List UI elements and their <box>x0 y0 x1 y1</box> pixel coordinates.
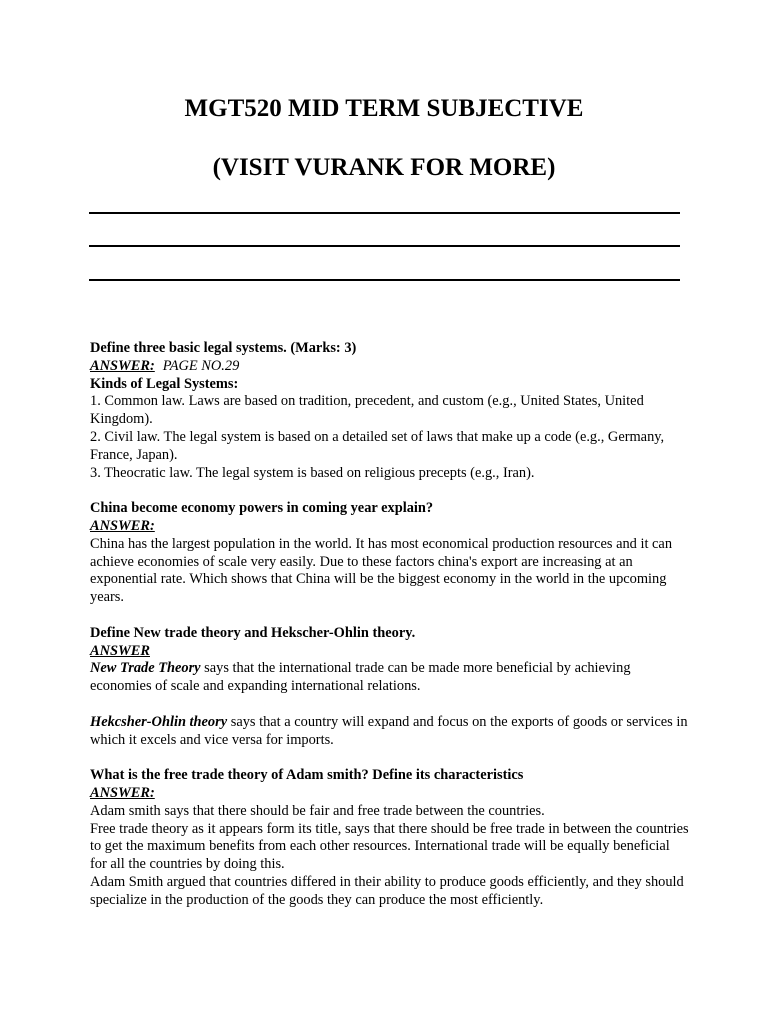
spacer <box>90 749 690 767</box>
page-reference: PAGE NO.29 <box>162 357 240 374</box>
question-text: What is the free trade theory of Adam smith? Define its characteristics <box>90 767 524 784</box>
answer-label: ANSWER: <box>90 517 155 534</box>
answer-paragraph <box>90 714 690 750</box>
term-new-trade-theory: New Trade Theory <box>90 660 201 677</box>
answer-label: ANSWER: <box>90 784 155 801</box>
answer-line <box>90 518 690 536</box>
spacer <box>90 482 690 500</box>
term-definition: says that a country will expand and focus on the exports of goods or services in which it excels and vice versa for imports. <box>90 713 688 748</box>
question-block-legal-systems <box>90 340 690 482</box>
document-body <box>90 340 690 910</box>
question-text: Define New trade theory and Hekscher-Ohlin theory. <box>90 624 416 641</box>
spacer <box>90 696 690 714</box>
term-definition: says that the international trade can be made more beneficial by achieving economies of scale and expanding international relations. <box>90 660 631 695</box>
list-item: 2. Civil law. The legal system is based on a detailed set of laws that make up a code (e.g., Germany, France, Japan). <box>90 428 665 463</box>
answer-paragraph: Adam smith says that there should be fair and free trade between the countries. <box>90 802 545 819</box>
horizontal-rule-3 <box>89 279 680 281</box>
question-block-adam-smith <box>90 767 690 909</box>
section-heading: Kinds of Legal Systems: <box>90 375 239 392</box>
spacer <box>90 607 690 625</box>
document-subtitle: (VISIT VURANK FOR MORE) <box>212 154 556 181</box>
horizontal-rule-1 <box>89 212 680 214</box>
answer-line <box>90 785 690 803</box>
answer-label: ANSWER: <box>90 357 155 374</box>
answer-label: ANSWER <box>90 642 150 659</box>
answer-text: China has the largest population in the world. It has most economical production resources and it can achieve economies of scale very easily. Due to these factors china's export are increasing at an exponential rate. Which shows that China will be the biggest economy in the world in the upcoming years. <box>90 535 673 606</box>
question-block-trade-theories <box>90 625 690 750</box>
question-block-china-economy <box>90 500 690 607</box>
list-item: 1. Common law. Laws are based on tradition, precedent, and custom (e.g., United States, United Kingdom). <box>90 393 644 428</box>
answer-paragraph <box>90 660 690 696</box>
document-title: MGT520 MID TERM SUBJECTIVE <box>184 95 584 122</box>
question-text: Define three basic legal systems. (Marks: 3) <box>90 340 357 356</box>
answer-line <box>90 358 690 376</box>
horizontal-rule-2 <box>89 245 680 247</box>
question-text: China become economy powers in coming year explain? <box>90 500 434 517</box>
term-hekcsher-ohlin-theory: Hekcsher-Ohlin theory <box>90 713 228 730</box>
answer-paragraph: Adam Smith argued that countries differed in their ability to produce goods efficiently, and they should specialize in the production of the goods they can produce the most efficiently. <box>90 873 684 908</box>
list-item: 3. Theocratic law. The legal system is based on religious precepts (e.g., Iran). <box>90 464 535 481</box>
answer-paragraph: Free trade theory as it appears form its title, says that there should be free trade in between the countries to get the maximum benefits from each other resources. International trade will be equally beneficial for all the countries by doing this. <box>90 820 689 873</box>
answer-line <box>90 643 690 661</box>
